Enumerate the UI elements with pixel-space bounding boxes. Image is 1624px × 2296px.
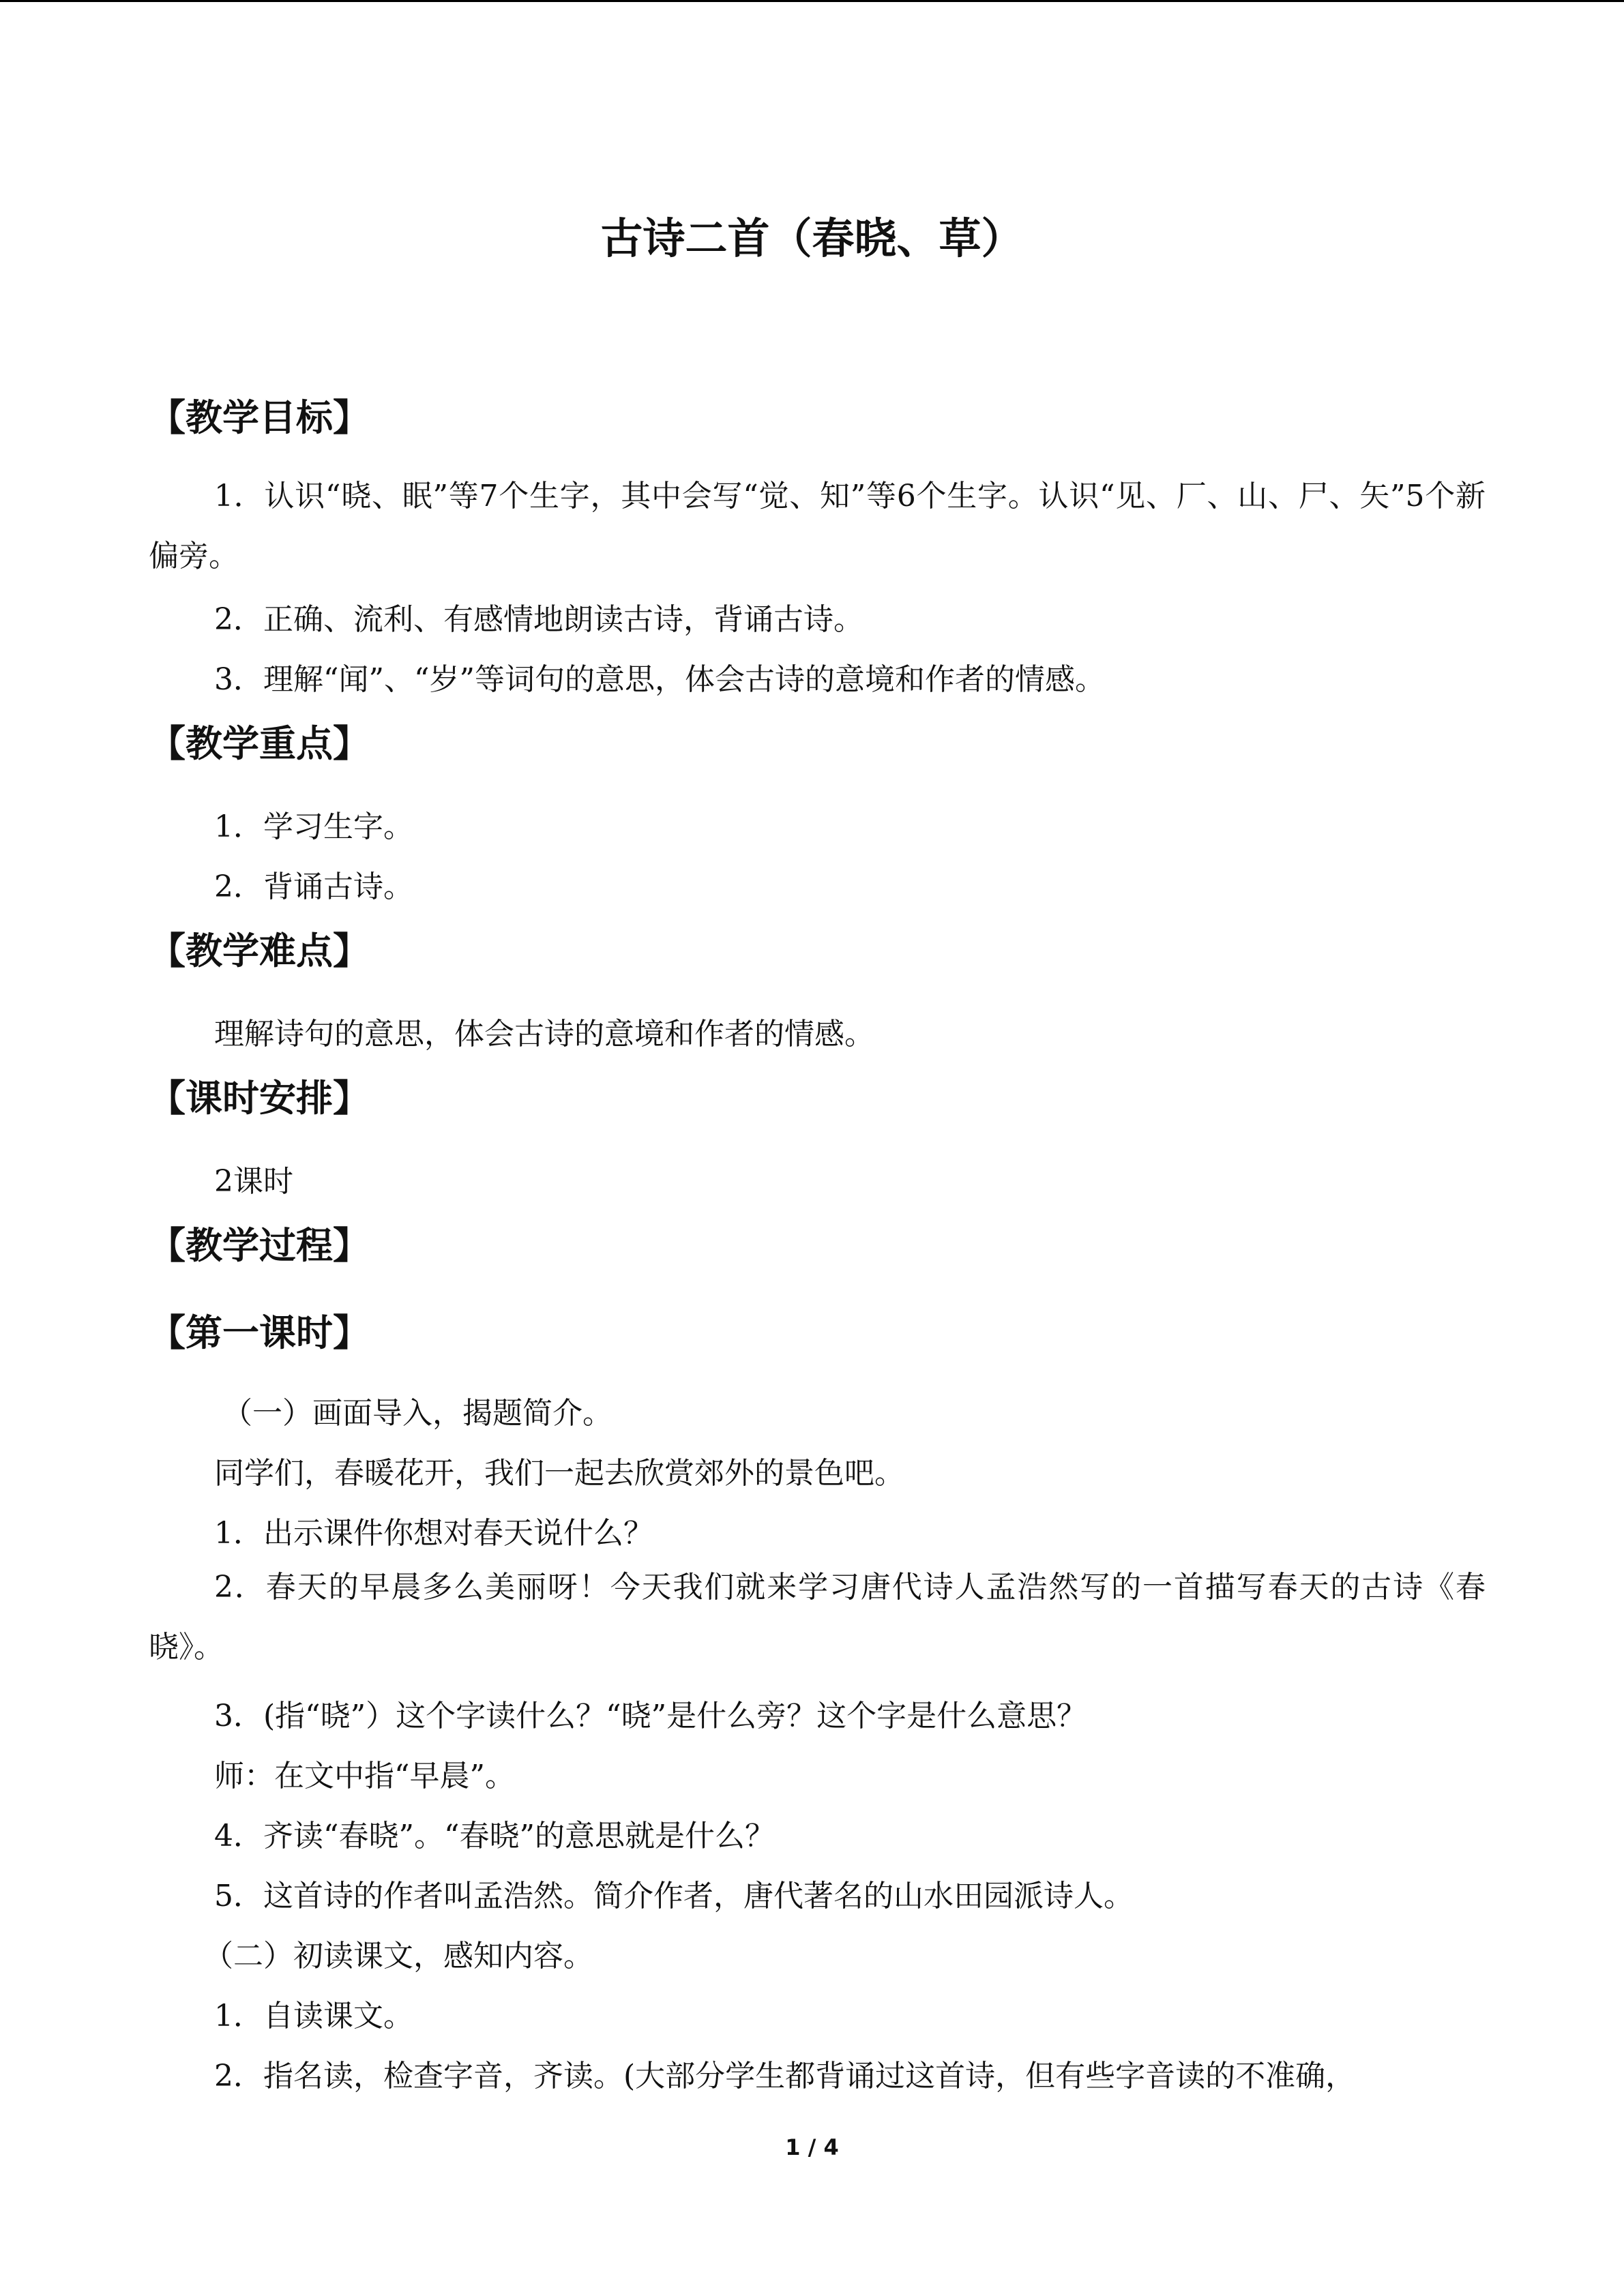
lesson1-teacher-note: 师：在文中指“早晨”。 (214, 1759, 515, 1793)
heading-lesson-1: 【第一课时】 (149, 1311, 370, 1354)
key-point-item-1: 1．学习生字。 (214, 809, 413, 844)
goal-item-1: 1．认识“晓、眠”等7个生字，其中会写“觉、知”等6个生字。认识“见、厂、山、尸、矢”5个新偏旁。 (149, 479, 1486, 573)
lesson1-step2-item-2: 2．指名读，检查字音，齐读。(大部分学生都背诵过这首诗，但有些字音读的不准确， (214, 2059, 1356, 2093)
lesson1-item-5: 5．这首诗的作者叫孟浩然。简介作者，唐代著名的山水田园派诗人。 (214, 1879, 1134, 1913)
heading-goals: 【教学目标】 (149, 396, 370, 439)
lesson1-item-4: 4．齐读“春晓”。“春晓”的意思就是什么？ (214, 1819, 775, 1853)
lesson1-step2-item-1: 1．自读课文。 (214, 1999, 413, 2033)
top-border (0, 0, 1624, 2)
lesson1-intro: 同学们，春暖花开，我们一起去欣赏郊外的景色吧。 (214, 1456, 904, 1491)
goal-item-2: 2．正确、流利、有感情地朗读古诗，背诵古诗。 (214, 602, 863, 637)
heading-process: 【教学过程】 (149, 1223, 370, 1267)
key-point-item-2: 2．背诵古诗。 (214, 869, 413, 904)
heading-difficulties: 【教学难点】 (149, 929, 370, 972)
lesson1-item-1: 1．出示课件你想对春天说什么？ (214, 1516, 653, 1551)
page-number: 1 / 4 (785, 2134, 839, 2160)
lesson1-item-3: 3．(指“晓”）这个字读什么？“晓”是什么旁？这个字是什么意思？ (214, 1699, 1087, 1733)
lesson1-item-2: 2．春天的早晨多么美丽呀！今天我们就来学习唐代诗人孟浩然写的一首描写春天的古诗《春晓》。 (149, 1570, 1486, 1665)
schedule-text: 2课时 (214, 1164, 293, 1199)
goal-item-3: 3．理解“闻”、“岁”等词句的意思，体会古诗的意境和作者的情感。 (214, 662, 1105, 697)
lesson1-step-1: （一）画面导入，揭题简介。 (222, 1396, 612, 1431)
heading-schedule: 【课时安排】 (149, 1076, 370, 1120)
difficulty-text: 理解诗句的意思，体会古诗的意境和作者的情感。 (214, 1017, 874, 1052)
lesson1-step-2: （二）初读课文，感知内容。 (203, 1939, 593, 1973)
document-title: 古诗二首（春晓、草） (600, 213, 1024, 263)
heading-key-points: 【教学重点】 (149, 721, 370, 765)
